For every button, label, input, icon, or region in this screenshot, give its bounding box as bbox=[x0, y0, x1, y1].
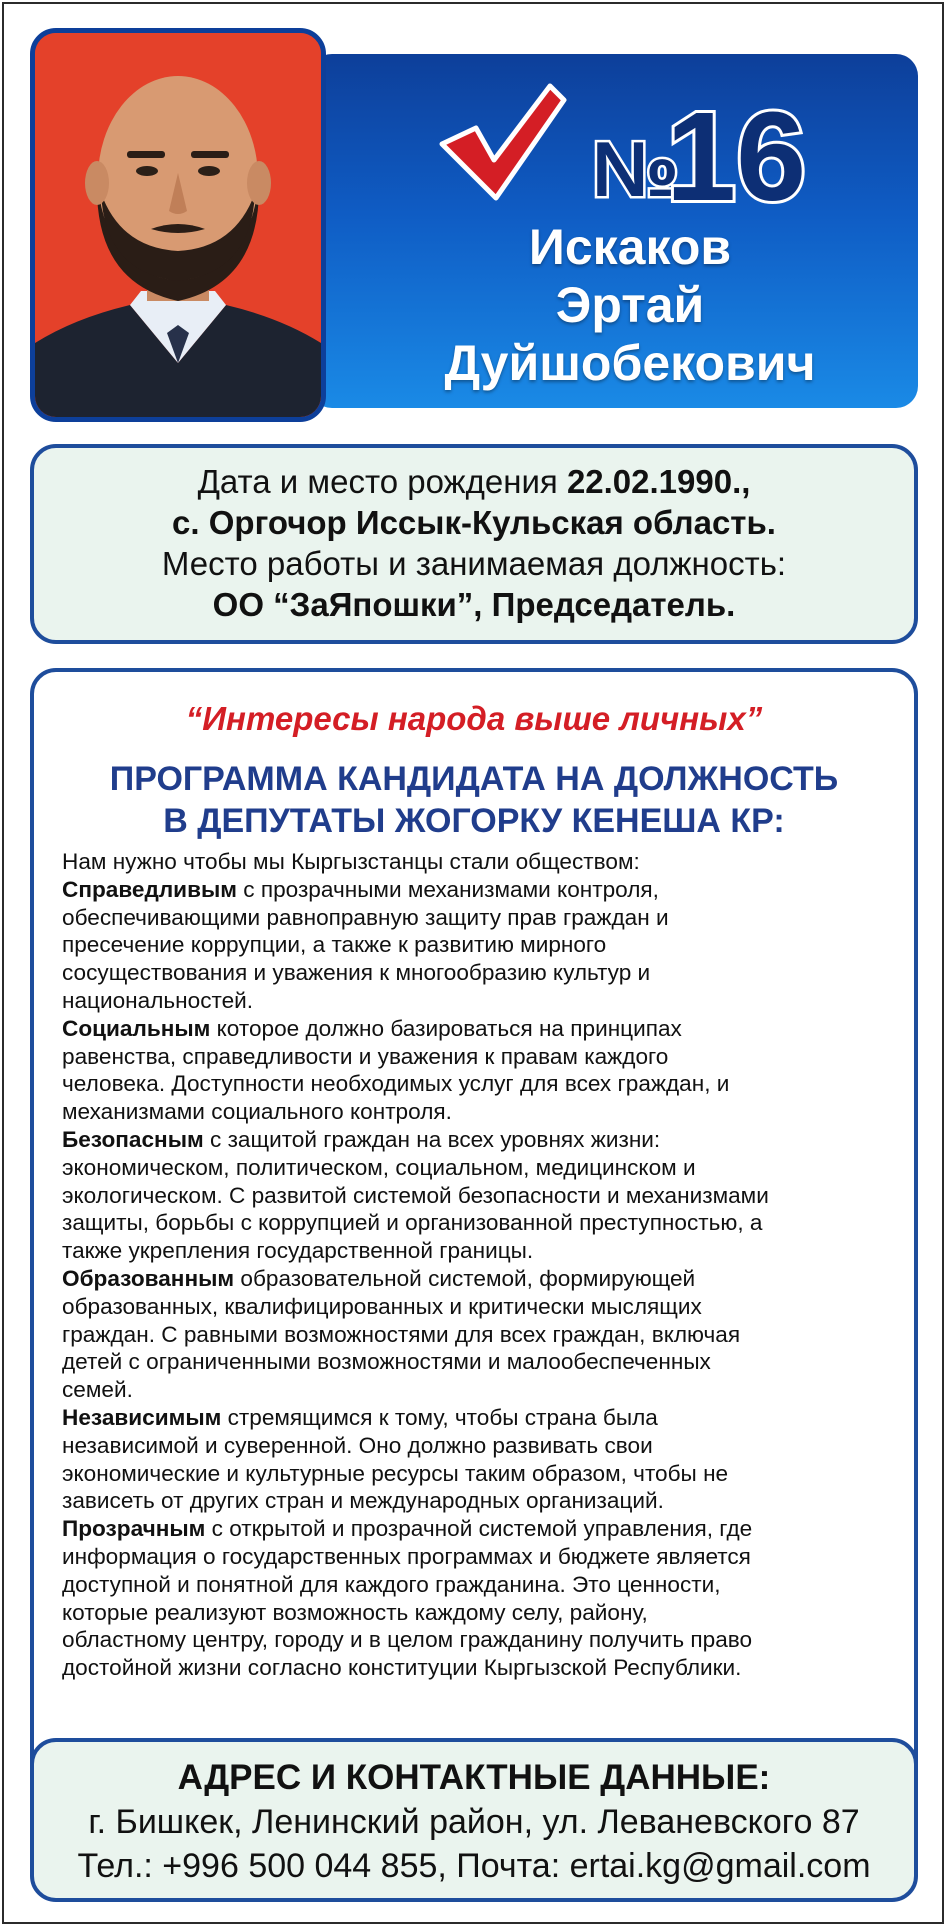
program-line bbox=[62, 1626, 912, 1654]
program-keyword: Справедливым bbox=[62, 876, 237, 902]
program-line-text: доступной и понятной для каждого гражданина. Это ценности, bbox=[62, 1571, 721, 1597]
program-line-text: экономические и культурные ресурсы таким образом, чтобы не bbox=[62, 1460, 729, 1486]
program-line bbox=[62, 1487, 912, 1515]
program-line-text: экологическом. С развитой системой безопасности и механизмами bbox=[62, 1182, 769, 1208]
biography-box bbox=[30, 444, 918, 644]
program-line-text: граждан. С равными возможностями для всех граждан, включая bbox=[62, 1321, 741, 1347]
program-line-text: также укрепления государственной границы. bbox=[62, 1238, 534, 1264]
program-line-text: независимой и суверенной. Оно должно развивать свои bbox=[62, 1432, 653, 1458]
program-line-text: пресечение коррупции, а также к развитию мирного bbox=[62, 932, 607, 958]
program-line-text: информация о государственных программах и бюджете является bbox=[62, 1543, 751, 1569]
program-line-text: обеспечивающими равноправную защиту прав граждан и bbox=[62, 904, 669, 930]
program-line bbox=[62, 1070, 912, 1098]
contact-address: г. Бишкек, Ленинский район, ул. Леваневского 87 bbox=[88, 1803, 860, 1841]
program-line-text: достойной жизни согласно конституции Кыргызской Республики. bbox=[62, 1655, 742, 1681]
program-line-text: областному центру, городу и в целом гражданину получить право bbox=[62, 1627, 753, 1653]
program-line bbox=[62, 1237, 912, 1265]
program-line-text: зависеть от других стран и международных организаций. bbox=[62, 1488, 664, 1514]
program-line bbox=[62, 1015, 912, 1043]
program-line-text: Нам нужно чтобы мы Кыргызстанцы стали обществом: bbox=[62, 849, 640, 874]
program-line-text: механизмами социального контроля. bbox=[62, 1099, 452, 1125]
program-line-text: детей с ограниченными возможностями и малообеспеченных bbox=[62, 1349, 711, 1375]
work-label: Место работы и занимаемая должность: bbox=[161, 545, 787, 582]
birth-label: Дата и место рождения bbox=[197, 463, 567, 500]
ballot-number-value: 16 bbox=[666, 86, 807, 218]
birth-line bbox=[34, 461, 914, 502]
program-line bbox=[62, 959, 912, 987]
program-line bbox=[62, 1126, 912, 1154]
birth-date: 22.02.1990., bbox=[566, 463, 751, 500]
program-line-text: которые реализуют возможность каждому селу, району, bbox=[62, 1599, 648, 1625]
program-title-line: В ДЕПУТАТЫ ЖОГОРКУ КЕНЕША КР: bbox=[163, 802, 785, 840]
contact-phone-email: Тел.: +996 500 044 855, Почта: ertai.kg@gmail.com bbox=[77, 1847, 871, 1885]
program-line-text: национальностей. bbox=[62, 987, 254, 1013]
program-line-text: образовательной системой, формирующей bbox=[234, 1265, 696, 1291]
birth-place: с. Оргочор Иссык-Кульская область. bbox=[172, 504, 776, 541]
program-text bbox=[62, 848, 912, 1682]
program-line bbox=[62, 1043, 912, 1071]
program-line bbox=[62, 1432, 912, 1460]
program-keyword: Независимым bbox=[62, 1404, 222, 1430]
program-line bbox=[62, 1376, 912, 1404]
candidate-name bbox=[330, 218, 930, 392]
contact-box bbox=[30, 1738, 918, 1902]
program-line bbox=[62, 1571, 912, 1599]
program-line-text: с прозрачными механизмами контроля, bbox=[236, 876, 659, 902]
program-line bbox=[62, 876, 912, 904]
program-line bbox=[62, 904, 912, 932]
candidate-first-name: Эртай bbox=[555, 277, 705, 333]
program-line bbox=[62, 987, 912, 1015]
program-keyword: Прозрачным bbox=[62, 1516, 206, 1542]
program-line bbox=[62, 1460, 912, 1488]
program-line-text: экономическом, политическом, социальном, медицинском и bbox=[62, 1154, 696, 1180]
program-line bbox=[62, 1599, 912, 1627]
program-line bbox=[62, 1182, 912, 1210]
program-line-text: сосуществования и уважения к многообразию культур и bbox=[62, 960, 651, 986]
ballot-number bbox=[590, 78, 930, 218]
program-line-text: с защитой граждан на всех уровнях жизни: bbox=[203, 1126, 661, 1152]
program-line-text: с открытой и прозрачной системой управления, где bbox=[205, 1516, 753, 1542]
program-line bbox=[62, 1321, 912, 1349]
program-title bbox=[34, 758, 914, 842]
checkmark-icon bbox=[438, 82, 568, 202]
program-line-text: стремящимся к тому, чтобы страна была bbox=[221, 1404, 658, 1430]
program-line-text: защиты, борьбы с коррупцией и организованной преступностью, а bbox=[62, 1210, 763, 1236]
program-line-text: семей. bbox=[62, 1377, 133, 1403]
program-box bbox=[30, 668, 918, 1898]
program-line-text: человека. Доступности необходимых услуг для всех граждан, и bbox=[62, 1071, 730, 1097]
program-line-text: образованных, квалифицированных и критически мыслящих bbox=[62, 1293, 702, 1319]
program-line bbox=[62, 1654, 912, 1682]
program-line bbox=[62, 1265, 912, 1293]
program-line bbox=[62, 931, 912, 959]
program-keyword: Безопасным bbox=[62, 1126, 204, 1152]
contact-title: АДРЕС И КОНТАКТНЫЕ ДАННЫЕ: bbox=[177, 1758, 771, 1797]
program-line bbox=[62, 1098, 912, 1126]
program-line bbox=[62, 1154, 912, 1182]
program-line-text: равенства, справедливости и уважения к правам каждого bbox=[62, 1043, 669, 1069]
program-line bbox=[62, 1293, 912, 1321]
program-line bbox=[62, 1543, 912, 1571]
program-line bbox=[62, 848, 912, 876]
program-line-text: которое должно базироваться на принципах bbox=[210, 1015, 682, 1041]
program-line bbox=[62, 1348, 912, 1376]
ballot-number-prefix: № bbox=[592, 125, 679, 213]
program-title-line: ПРОГРАММА КАНДИДАТА НА ДОЛЖНОСТЬ bbox=[109, 760, 839, 798]
program-line bbox=[62, 1515, 912, 1543]
program-line bbox=[62, 1404, 912, 1432]
candidate-surname: Искаков bbox=[528, 219, 732, 275]
candidate-patronymic: Дуйшобекович bbox=[444, 335, 816, 391]
program-keyword: Социальным bbox=[62, 1015, 211, 1041]
slogan: “Интересы народа выше личных” bbox=[185, 700, 763, 737]
program-line bbox=[62, 1209, 912, 1237]
candidate-photo bbox=[30, 28, 326, 422]
work-value: ОО “ЗаЯпошки”, Председатель. bbox=[212, 586, 736, 623]
program-keyword: Образованным bbox=[62, 1265, 235, 1291]
